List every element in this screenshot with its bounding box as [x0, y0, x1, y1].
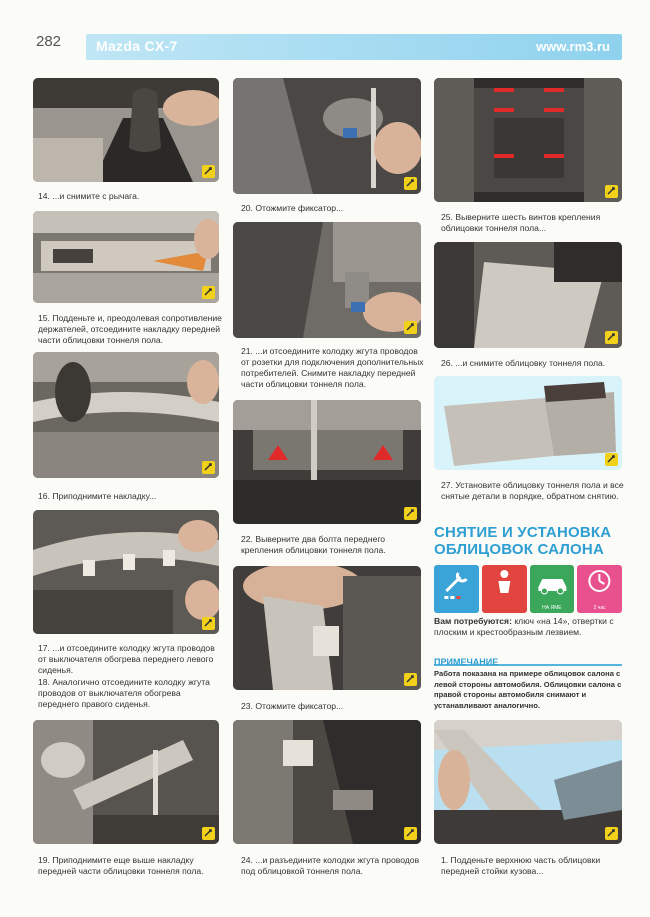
photo-25 — [434, 78, 622, 202]
photo-1 — [434, 720, 622, 844]
caption-18: 18. Аналогично отсоедините колодку жгута проводов от выключателя обогрева переднего правого сиденья. — [38, 677, 210, 709]
photo-16 — [33, 352, 219, 478]
tools-needed — [434, 616, 624, 638]
photo-26 — [434, 242, 622, 348]
yellow-badge-icon — [404, 507, 417, 520]
clock-icon — [577, 565, 622, 601]
photo-19 — [33, 720, 219, 844]
person-icon — [482, 565, 527, 601]
section-heading: СНЯТИЕ И УСТАНОВКА ОБЛИЦОВОК САЛОНА — [434, 524, 612, 558]
yellow-badge-icon — [605, 453, 618, 466]
yellow-badge-icon — [202, 461, 215, 474]
yellow-badge-icon — [202, 165, 215, 178]
photo-15 — [33, 211, 219, 303]
photo-21 — [233, 222, 421, 338]
photo-23 — [233, 566, 421, 690]
caption-20: 20. Отожмите фиксатор... — [241, 203, 344, 213]
wrench-icon — [434, 565, 479, 601]
yellow-badge-icon — [404, 827, 417, 840]
yellow-badge-icon — [202, 827, 215, 840]
yellow-badge-icon — [404, 673, 417, 686]
tile-person — [482, 565, 527, 613]
caption-16: 16. Приподнимите накладку... — [38, 491, 157, 501]
yellow-badge-icon — [404, 321, 417, 334]
photo-22 — [233, 400, 421, 524]
photo-27 — [434, 376, 622, 470]
caption-19: 19. Приподнимите еще выше накладку передней части облицовки тоннеля пола. — [38, 855, 204, 876]
note-bar — [434, 652, 622, 666]
caption-17: 17. ...и отсоедините колодку жгута проводов от выключателя обогрева переднего левого сиденья. — [38, 643, 215, 675]
page-number: 282 — [36, 33, 62, 50]
caption-1: 1. Подденьте верхнюю часть облицовки передней стойки кузова... — [441, 855, 601, 876]
header-bar — [86, 34, 622, 60]
tools-needed-text: ключ «на 14», отвертки с плоским и крестообразным лезвием. — [434, 616, 614, 637]
caption-21: 21. ...и отсоедините колодку жгута проводов от розетки для подключения дополнительных потребителей. Снимите накладку передней части облицовки тоннеля пола. — [241, 346, 424, 389]
note-text: Работа показана на примере облицовок салона с левой стороны автомобиля. Облицовки салона с правой стороны автомобиля снимают и устанавливают аналогично. — [434, 669, 622, 710]
caption-15: 15. Подденьте и, преодолевая сопротивление держателей, отсоедините накладку передней части облицовки тоннеля пола. — [38, 313, 222, 345]
tools-needed-label: Вам потребуются: — [434, 616, 512, 626]
tile-time — [577, 565, 622, 613]
yellow-badge-icon — [605, 185, 618, 198]
caption-14: 14. ...и снимите с рычага. — [38, 191, 140, 201]
caption-27: 27. Установите облицовку тоннеля пола и все снятые детали в порядке, обратном снятию. — [441, 480, 624, 501]
photo-20 — [233, 78, 421, 194]
tile-car-label: НА ЯМЕ — [542, 605, 562, 611]
tile-car — [530, 565, 575, 613]
yellow-badge-icon — [202, 286, 215, 299]
photo-24 — [233, 720, 421, 844]
note-title: ПРИМЕЧАНИЕ — [434, 657, 499, 667]
model-title: Mazda CX-7 — [96, 38, 178, 54]
yellow-badge-icon — [202, 617, 215, 630]
caption-25: 25. Выверните шесть винтов крепления облицовки тоннеля пола... — [441, 212, 601, 233]
photo-17 — [33, 510, 219, 634]
requirement-icons — [434, 565, 622, 613]
caption-24: 24. ...и разъедините колодки жгута проводов под облицовкой тоннеля пола. — [241, 855, 420, 876]
yellow-badge-icon — [404, 177, 417, 190]
caption-23: 23. Отожмите фиксатор... — [241, 701, 344, 711]
tile-time-label: 2 час — [593, 605, 606, 611]
car-icon — [530, 565, 575, 601]
site-url: www.rm3.ru — [536, 39, 610, 54]
caption-26: 26. ...и снимите облицовку тоннеля пола. — [441, 358, 606, 368]
caption-22: 22. Выверните два болта переднего крепления облицовки тоннеля пола. — [241, 534, 386, 555]
tile-tools — [434, 565, 479, 613]
yellow-badge-icon — [605, 827, 618, 840]
photo-14 — [33, 78, 219, 182]
yellow-badge-icon — [605, 331, 618, 344]
